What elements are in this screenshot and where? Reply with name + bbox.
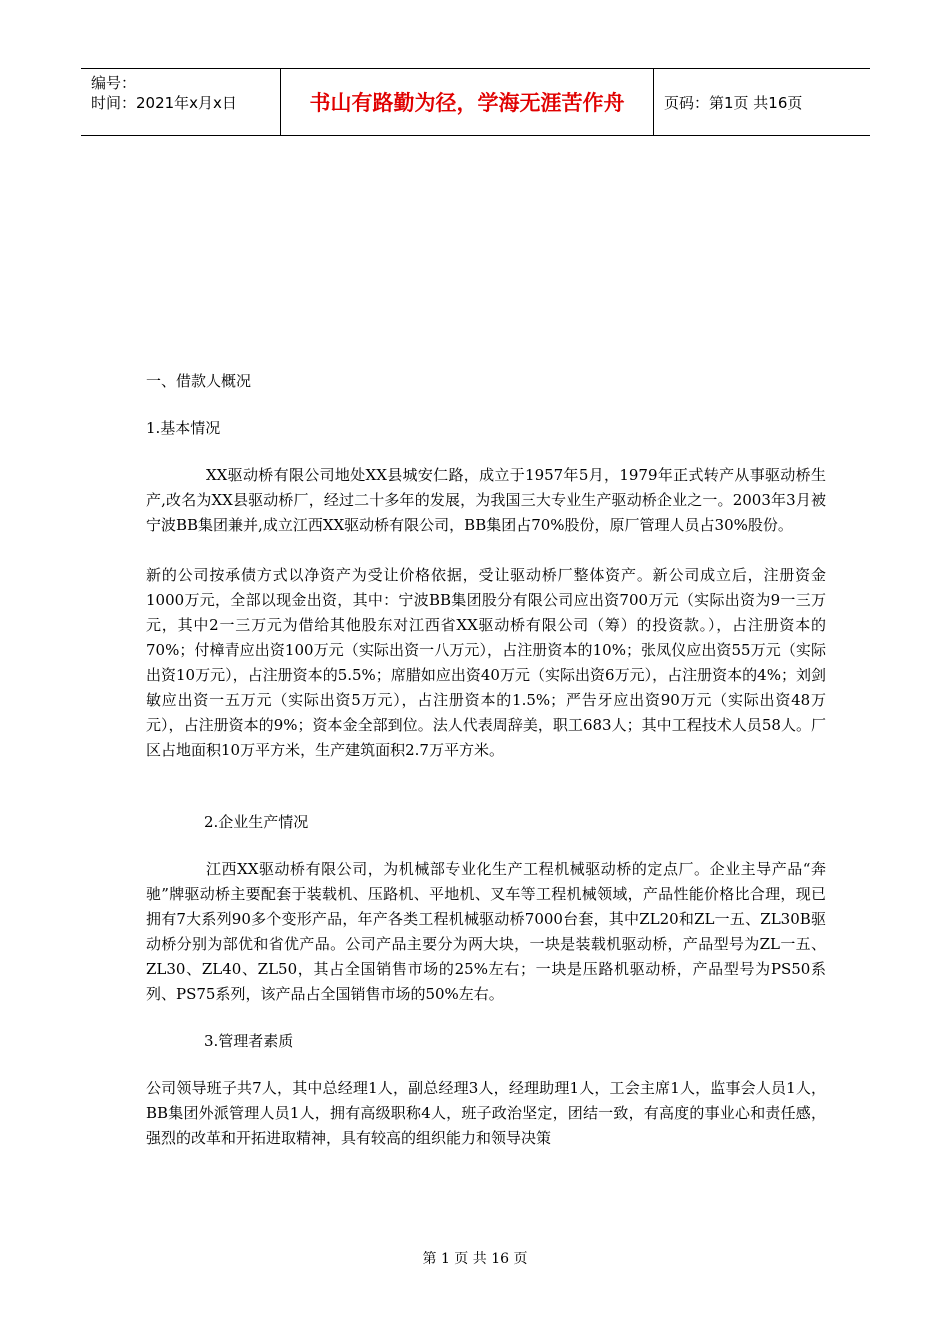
document-date: 时间：2021年x月x日 [91,94,237,112]
document-body [146,369,826,1151]
paragraph: 江西XX驱动桥有限公司，为机械部专业化生产工程机械驱动桥的定点厂。企业主导产品“奔驰”牌驱动桥主要配套于装载机、压路机、平地机、叉车等工程机械领域，产品性能价格比合理，现已拥有7大系列90多个变形产品，年产各类工程机械驱动桥7000台套，其中ZL20和ZL一五、ZL30B驱动桥分别为部优和省优产品。公司产品主要分为两大块，一块是装载机驱动桥，产品型号为ZL一五、ZL30、ZL40、ZL50，其占全国销售市场的25%左右；一块是压路机驱动桥，产品型号为PS50系列、PS75系列，该产品占全国销售市场的50%左右。 [146,860,826,1003]
header-motto: 书山有路勤为径，学海无涯苦作舟 [281,69,654,135]
paragraph: XX驱动桥有限公司地处XX县城安仁路，成立于1957年5月，1979年正式转产从事驱动桥生产,改名为XX县驱动桥厂，经过二十多年的发展，为我国三大专业生产驱动桥企业之一。2003年3月被宁波BB集团兼并,成立江西XX驱动桥有限公司，BB集团占70%股份，原厂管理人员占30%股份。 [146,466,826,534]
subsection-title: 1.基本情况 [146,419,221,437]
subsection-title: 2.企业生产情况 [204,813,309,831]
section-title: 一、借款人概况 [146,372,252,390]
subsection-title: 3.管理者素质 [204,1032,294,1050]
document-number-label: 编号： [91,74,137,92]
paragraph: 公司领导班子共7人，其中总经理1人，副总经理3人，经理助理1人，工会主席1人，监事会人员1人，BB集团外派管理人员1人，拥有高级职称4人，班子政治坚定，团结一致，有高度的事业心和责任感，强烈的改革和开拓进取精神，具有较高的组织能力和领导决策 [146,1079,826,1147]
document-header [81,68,870,136]
paragraph: 新的公司按承债方式以净资产为受让价格依据，受让驱动桥厂整体资产。新公司成立后，注册资金1000万元，全部以现金出资，其中：宁波BB集团股分有限公司应出资700万元（实际出资为9一三万元，其中2一三万元为借给其他股东对江西省XX驱动桥有限公司（筹）的投资款。），占注册资本的70%；付樟青应出资100万元（实际出资一八万元），占注册资本的10%；张凤仪应出资55万元（实际出资10万元），占注册资本的5.5%；席腊如应出资40万元（实际出资6万元），占注册资本的4%；刘剑敏应出资一五万元（实际出资5万元），占注册资本的1.5%；严告牙应出资90万元（实际出资48万元），占注册资本的9%；资本金全部到位。法人代表周辞美，职工683人；其中工程技术人员58人。厂区占地面积10万平方米，生产建筑面积2.7万平方米。 [146,566,826,759]
header-page-info: 页码：第1页 共16页 [664,93,803,112]
header-meta [81,69,281,135]
page-footer: 第 1 页 共 16 页 [422,1251,528,1267]
